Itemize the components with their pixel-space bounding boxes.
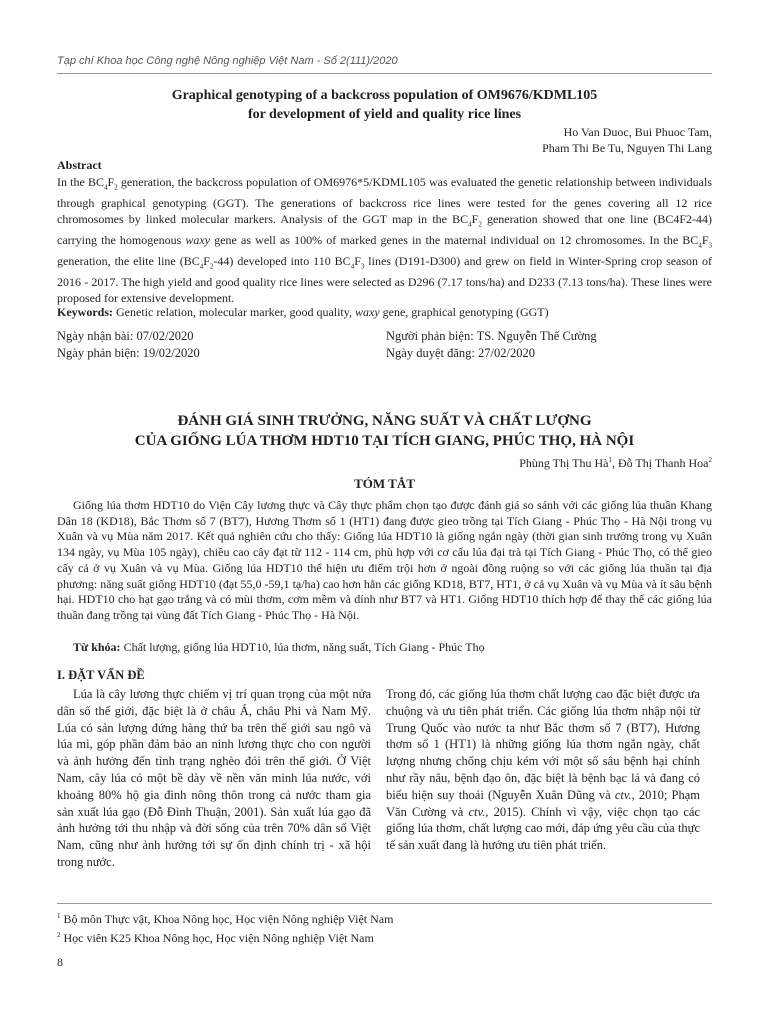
english-title-line2: for development of yield and quality rice lines	[247, 107, 522, 122]
keywords: Keywords: Genetic relation, molecular marker, good quality, waxy gene, graphical genotyping (GGT)	[57, 305, 549, 319]
dates-left	[57, 328, 200, 361]
footnotes	[57, 908, 393, 946]
approved-date: Ngày duyệt đăng: 27/02/2020	[386, 345, 535, 360]
journal-header: Tạp chí Khoa học Công nghệ Nông nghiệp Việt Nam - Số 2(111)/2020	[57, 55, 398, 67]
english-authors	[542, 124, 712, 156]
footnote-1: $^1$ Bộ môn Thực vật, Khoa Nông học, Học viện Nông nghiệp Việt Nam	[57, 912, 394, 926]
footnote-2: $^2$ Học viên K25 Khoa Nông học, Học viện Nông nghiệp Việt Nam	[57, 931, 374, 945]
keywords-label: Keywords:	[57, 305, 113, 319]
vietnamese-title-line1: ĐÁNH GIÁ SINH TRƯỞNG, NĂNG SUẤT VÀ CHẤT LƯỢNG	[177, 413, 592, 429]
right-column-paragraph: Trong đó, các giống lúa thơm chất lượng cao đặc biệt được ưa chuộng và ưu tiên phát triển. Các giống lúa thơm nhập nội từ Trung Quốc vào nước ta như Bắc thơm số 7 (BT7), Hương thơm số 1 (HT1) là những giống lúa thơm ngắn ngày, chất lượng nhưng chống chịu kém với một số sâu bệnh hại chính như rầy nâu, bệnh đạo ôn, đặc biệt là bệnh bạc lá và đang có biểu hiện suy thoái (Nguyễn Xuân Dũng và ctv., 2010; Phạm Văn Cường và ctv., 2015). Chính vì vậy, việc chọn tạo các giống lúa thơm, chất lượng cao mới, đáp ứng yêu cầu của thực tế sản xuất đang là hướng ưu tiên phát triển.	[386, 687, 700, 853]
english-title	[57, 86, 712, 124]
vietnamese-title-line2: CỦA GIỐNG LÚA THƠM HDT10 TẠI TÍCH GIANG, PHÚC THỌ, HÀ NỘI	[134, 433, 635, 449]
english-title-line1: Graphical genotyping of a backcross population of OM9676/KDML105	[171, 88, 598, 103]
english-authors-line2: Pham Thi Be Tu, Nguyen Thi Lang	[542, 141, 712, 155]
reviewer: Người phản biện: TS. Nguyễn Thế Cường	[386, 329, 597, 343]
review-date: Ngày phản biện: 19/02/2020	[57, 345, 200, 360]
left-column-paragraph: Lúa là cây lương thực chiếm vị trí quan trọng của một nửa dân số thế giới, đặc biệt là ở châu Á, châu Phi và Nam Mỹ. Lúa có sản lượng đứng hàng thứ ba trên thế giới sau ngô và lúa mì, góp phần đảm bảo an ninh lương thực cho con người và ảnh hưởng đến tình trạng nghèo đói trên thế giới. Ở Việt Nam, cây lúa có một bề dày về nền văn minh lúa nước, với khoảng 80% hộ gia đình nông thôn trong cả nước tham gia sản xuất lúa gạo (Đỗ Đình Thuận, 2001). Sản xuất lúa gạo đã ảnh hưởng tới thu nhập và đời sống của trên 70% dân số Việt Nam, cũng như ảnh hưởng tới sự ổn định chính trị - xã hội trong nước.	[57, 687, 371, 869]
vietnamese-authors: Phùng Thị Thu $Hà^1$, Đỗ Thị Thanh Hoa$^2$	[519, 456, 712, 470]
page-number: 8	[57, 955, 63, 969]
abstract-heading: Abstract	[57, 158, 102, 172]
received-date: Ngày nhận bài: 07/02/2020	[57, 329, 194, 343]
section-heading: I. ĐẶT VẤN ĐỀ	[57, 668, 145, 682]
footnote-rule	[57, 903, 712, 904]
dates-right	[386, 328, 597, 361]
tomtat-heading: TÓM TẮT	[354, 476, 415, 491]
vietnamese-keywords: Từ khóa: Chất lượng, giống lúa HDT10, lúa thơm, năng suất, Tích Giang - Phúc Thọ	[73, 640, 485, 654]
english-authors-line1: Ho Van Duoc, Bui Phuoc Tam,	[563, 125, 712, 139]
vietnamese-title	[57, 411, 712, 451]
vietnamese-keywords-label: Từ khóa:	[73, 640, 121, 654]
header-rule	[57, 73, 712, 74]
abstract-text: In the $BC_4F_2$ generation, the backcross population of OM6976*5/KDML105 was evaluated the genetic relationship between individuals through graphical genotyping (GGT). The generations of backcross rice lines were tested for the genes covering all 12 rice chromosomes by linked molecular markers. Analysis of the GGT map in the $BC_4F_2$ generation showed that one line (BC4F2-44) carrying the homogenous waxy gene as well as 100% of marked genes in the maternal individual on 12 chromosomes. In the $BC_4F_3$ generation, the elite line $(BC_4F_2-44)$ developed into 110 $BC_4F_3$ lines (D191-D300) and grew on field in Winter-Spring crop season of 2016 - 2017. The high yield and good quality rice lines were selected as D296 (7.17 tons/ha) and D233 (7.13 tons/ha). These lines were proposed for extensive development.	[57, 175, 712, 305]
tomtat-text: Giống lúa thơm HDT10 do Viện Cây lương thực và Cây thực phẩm chọn tạo được đánh giá so sánh với các giống lúa thuần Khang Dân 18 (KD18), Bắc Thơm số 7 (BT7), Hương Thơm số 1 (HT1) đang được gieo trồng tại Tích Giang - Phúc Thọ - Hà Nội trong vụ Xuân và vụ Mùa năm 2017. Kết quả nghiên cứu cho thấy: Giống lúa HDT10 là giống ngắn ngày (thời gian sinh trưởng trong vụ Xuân 134 ngày, vụ Mùa 105 ngày), chiều cao cây đạt từ 112 - 114 cm, phù hợp với cơ cấu lúa đại trà tại Tích Giang - Phúc Thọ, có thể gieo cấy cả ở vụ Xuân và vụ Mùa. Giống lúa HDT10 thể hiện ưu điểm trội hơn ở ngoài đồng ruộng so với các giống lúa thuần tại địa phương: năng suất giống HDT10 (đạt 55,0 -59,1 tạ/ha) cao hơn hẳn các giống KD18, BT7, HT1, ở cả vụ Xuân và vụ Mùa và ít sâu bệnh hại. HDT10 cho hạt gạo trắng và có mùi thơm, cơm mềm và dính như BT7 và HT1. Giống HDT10 thích hợp để thay thế các giống lúa thuần đang trồng tại vùng đất Tích Giang - Phúc Thọ - Hà Nội.	[57, 498, 712, 622]
